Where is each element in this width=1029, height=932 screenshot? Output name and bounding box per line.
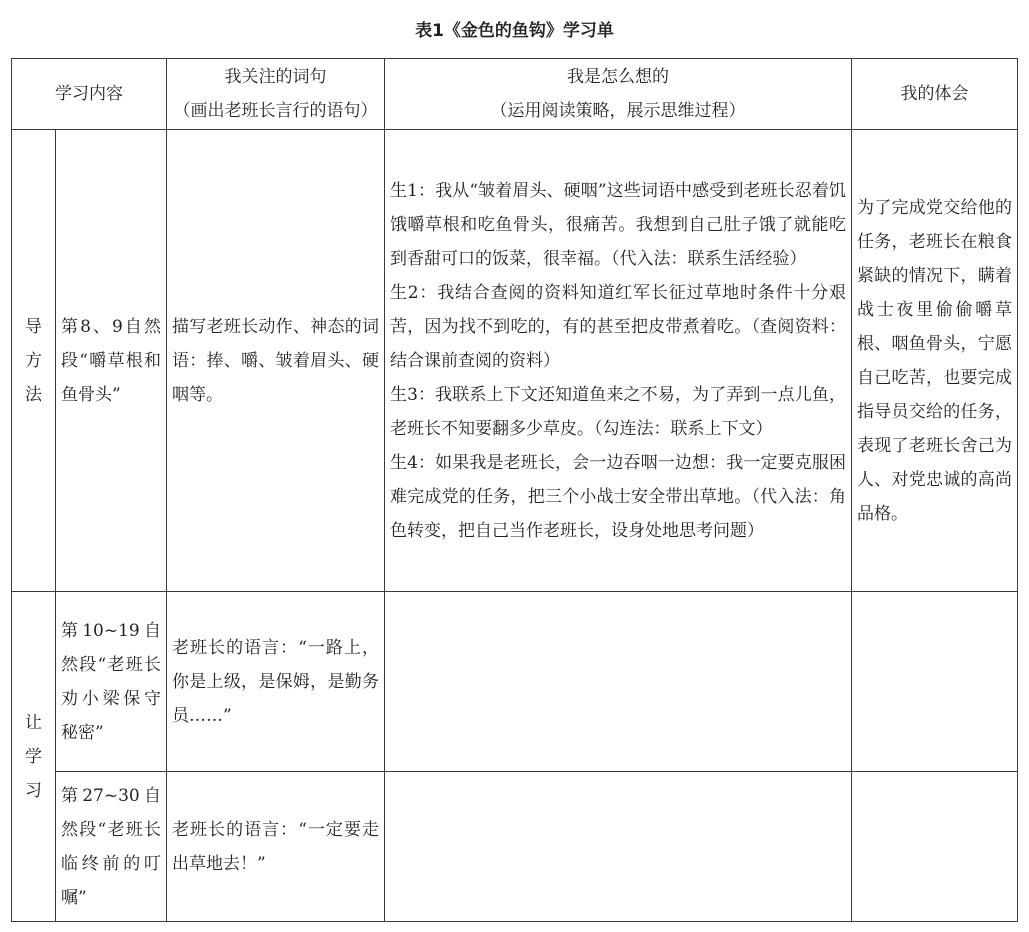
- header-thinking: 我是怎么想的 （运用阅读策略，展示思维过程）: [385, 59, 852, 130]
- thinking-cell: [385, 130, 852, 592]
- segment-cell: 第27~30自然段“老班长临终前的叮嘱”: [56, 772, 167, 922]
- study-sheet-table: [11, 58, 1018, 922]
- header-feeling: 我的体会: [852, 59, 1018, 130]
- header-words: 我关注的词句 （画出老班长言行的语句）: [167, 59, 385, 130]
- thinking-cell-empty: [385, 772, 852, 922]
- segment-cell: 第8、9自然段“嚼草根和鱼骨头”: [56, 130, 167, 592]
- thinking-paragraph: 生2：我结合查阅的资料知道红军长征过草地时条件十分艰苦，因为找不到吃的，有的甚至把皮带煮着吃。（查阅资料：结合课前查阅的资料）: [390, 282, 846, 371]
- table-row: [12, 130, 1018, 592]
- thinking-paragraph: 生1：我从“皱着眉头、硬咽”这些词语中感受到老班长忍着饥饿嚼草根和吃鱼骨头，很痛苦。我想到自己肚子饿了就能吃到香甜可口的饭菜，很幸福。（代入法：联系生活经验）: [390, 180, 846, 269]
- table-caption: 表1《金色的鱼钩》学习单: [415, 21, 614, 41]
- feeling-cell-empty: [852, 772, 1018, 922]
- thinking-cell-empty: [385, 592, 852, 772]
- words-cell: 描写老班长动作、神态的词语：捧、嚼、皱着眉头、硬咽等。: [167, 130, 385, 592]
- header-content: 学习内容: [12, 59, 167, 130]
- table-row: [12, 592, 1018, 772]
- segment-cell: 第10~19自然段“老班长劝小梁保守秘密”: [56, 592, 167, 772]
- table-row: [12, 772, 1018, 922]
- words-cell: 老班长的语言：“一路上，你是上级，是保姆，是勤务员……”: [167, 592, 385, 772]
- thinking-paragraph: 生3：我联系上下文还知道鱼来之不易，为了弄到一点儿鱼，老班长不知要翻多少草皮。（勾连法：联系上下文）: [390, 384, 846, 439]
- words-cell: 老班长的语言：“一定要走出草地去！”: [167, 772, 385, 922]
- feeling-cell: 为了完成党交给他的任务，老班长在粮食紧缺的情况下，瞒着战士夜里偷偷嚼草根、咽鱼骨头，宁愿自己吃苦，也要完成指导员交给的任务，表现了老班长舍己为人、对党忠诚的高尚品格。: [852, 130, 1018, 592]
- feeling-cell-empty: [852, 592, 1018, 772]
- section-label-guide-method: 导 方 法: [12, 130, 56, 592]
- section-label-let-learn: 让 学 习: [12, 592, 56, 922]
- thinking-paragraph: 生4：如果我是老班长，会一边吞咽一边想：我一定要克服困难完成党的任务，把三个小战士安全带出草地。（代入法：角色转变，把自己当作老班长，设身处地思考问题）: [390, 452, 846, 541]
- header-row: [12, 59, 1018, 130]
